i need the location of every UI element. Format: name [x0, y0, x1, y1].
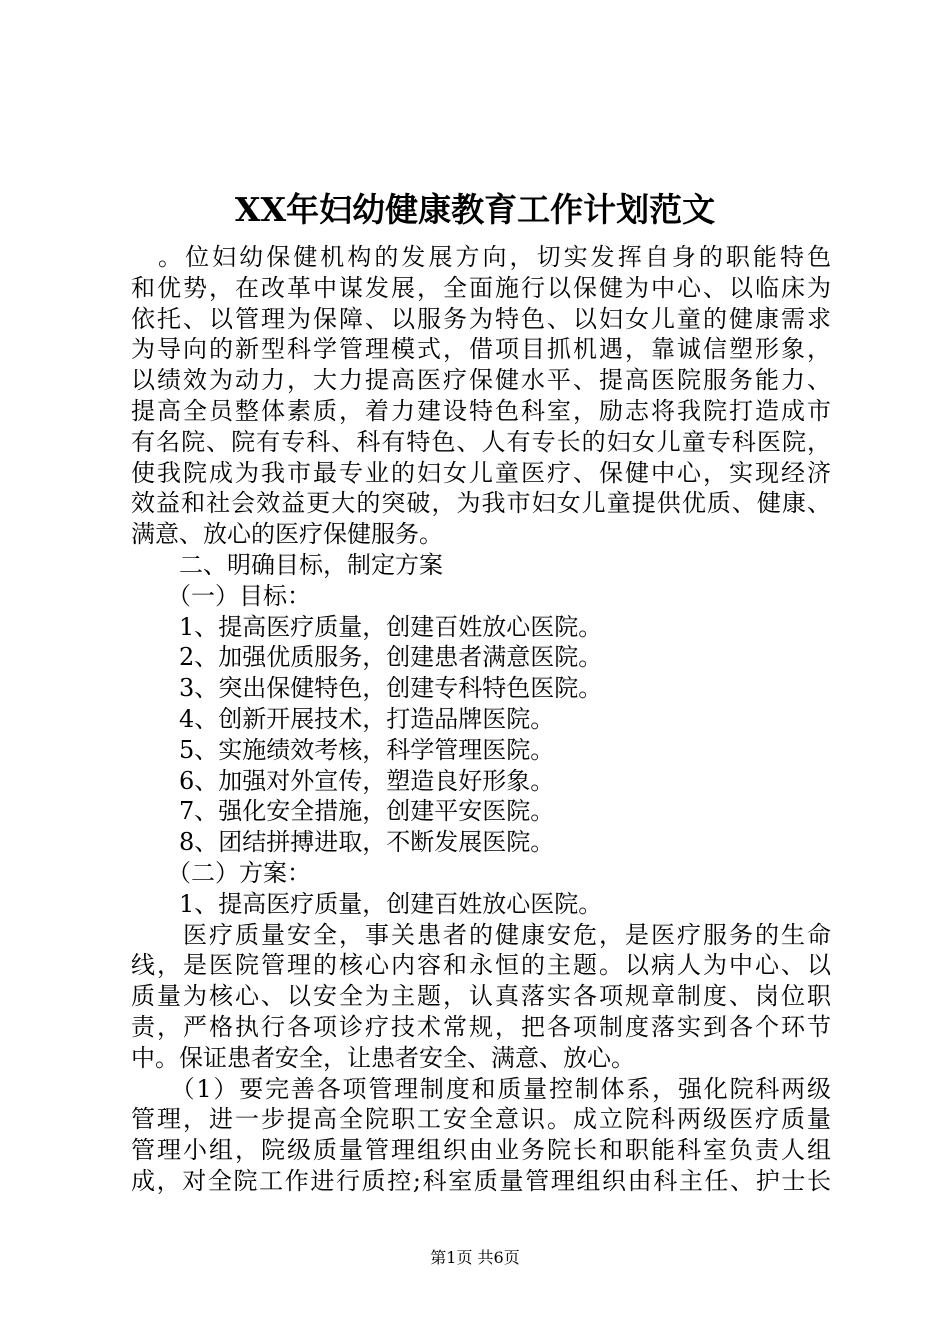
paragraph-line: 提高全员整体素质，着力建设特色科室，励志将我院打造成市 — [131, 396, 831, 425]
paragraph-line: （一）目标： — [131, 581, 311, 610]
paragraph-line: 依托、以管理为保障、以服务为特色、以妇女儿童的健康需求 — [131, 304, 831, 333]
paragraph-line: 1、提高医疗质量，创建百姓放心医院。 — [131, 889, 603, 918]
paragraph-line: 管理，进一步提高全院职工安全意识。成立院科两级医疗质量 — [131, 1105, 831, 1134]
paragraph-line: 7、强化安全措施，创建平安医院。 — [131, 797, 555, 826]
document-title: XX年妇幼健康教育工作计划范文 — [234, 190, 716, 229]
paragraph-line: 二、明确目标，制定方案 — [131, 550, 443, 579]
paragraph-line: 5、实施绩效考核，科学管理医院。 — [131, 735, 555, 764]
paragraph-line: 线，是医院管理的核心内容和永恒的主题。以病人为中心、以 — [131, 951, 831, 980]
paragraph-line: 和优势，在改革中谋发展，全面施行以保健为中心、以临床为 — [131, 273, 831, 302]
paragraph-line: 成，对全院工作进行质控;科室质量管理组织由科主任、护士长 — [131, 1166, 831, 1195]
paragraph-line: 质量为核心、以安全为主题，认真落实各项规章制度、岗位职 — [131, 982, 831, 1011]
paragraph-line: 6、加强对外宣传，塑造良好形象。 — [131, 766, 555, 795]
paragraph-line: 使我院成为我市最专业的妇女儿童医疗、保健中心，实现经济 — [131, 458, 831, 487]
paragraph-line: 以绩效为动力，大力提高医疗保健水平、提高医院服务能力、 — [131, 366, 831, 395]
paragraph-line: 中。保证患者安全，让患者安全、满意、放心。 — [131, 1043, 635, 1072]
paragraph-line: 。位妇幼保健机构的发展方向，切实发挥自身的职能特色 — [131, 243, 831, 271]
paragraph-line: 效益和社会效益更大的突破，为我市妇女儿童提供优质、健康、 — [131, 489, 831, 518]
paragraph-line: 有名院、院有专科、科有特色、人有专长的妇女儿童专科医院， — [131, 427, 831, 456]
document-body — [131, 242, 831, 1197]
paragraph-line: 医疗质量安全，事关患者的健康安危，是医疗服务的生命 — [131, 920, 831, 949]
paragraph-line: （1）要完善各项管理制度和质量控制体系，强化院科两级 — [131, 1074, 831, 1103]
paragraph-line: 1、提高医疗质量，创建百姓放心医院。 — [131, 612, 603, 641]
paragraph-line: 为导向的新型科学管理模式，借项目抓机遇，靠诚信塑形象， — [131, 335, 831, 364]
paragraph-line: 3、突出保健特色，创建专科特色医院。 — [131, 674, 603, 703]
paragraph-line: 满意、放心的医疗保健服务。 — [131, 520, 443, 549]
paragraph-line: 2、加强优质服务，创建患者满意医院。 — [131, 643, 603, 672]
paragraph-line: 4、创新开展技术，打造品牌医院。 — [131, 704, 555, 733]
paragraph-line: 管理小组，院级质量管理组织由业务院长和职能科室负责人组 — [131, 1136, 831, 1165]
page-footer: 第1页 共6页 — [430, 1248, 520, 1267]
paragraph-line: 8、团结拼搏进取，不断发展医院。 — [131, 828, 555, 857]
paragraph-line: （二）方案： — [131, 858, 311, 887]
paragraph-line: 责，严格执行各项诊疗技术常规，把各项制度落实到各个环节 — [131, 1012, 831, 1041]
